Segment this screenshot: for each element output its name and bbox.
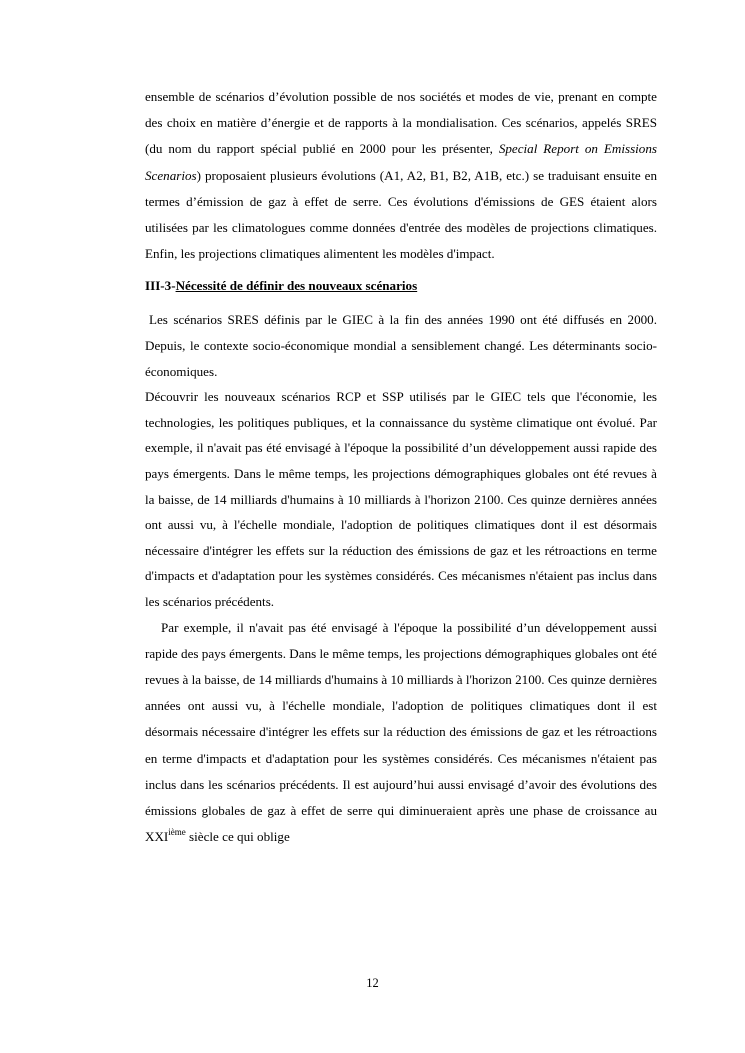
section-heading (145, 273, 657, 299)
section-number: III-3- (145, 278, 176, 294)
paragraph-text: ensemble de scénarios d’évolution possible de nos sociétés et modes de vie, prenant en compte des choix en matière d’énergie et de rapports à la mondialisation. Ces scénarios, appelés SRES (du nom du rapport spécial publié en 2000 pour les présenter, (145, 89, 657, 157)
superscript-ieme: ième (168, 827, 186, 838)
report-title-italic: Special Report on Emissions Scenarios (145, 141, 657, 183)
section-title: Nécessité de définir des nouveaux scénarios (175, 278, 418, 294)
paragraph-text: ) proposaient plusieurs évolutions (A1, A2, B1, B2, A1B, etc.) se traduisant ensuite en termes d’émission de gaz à effet de serre. Ces évolutions d'émissions de GES étaient alors utilisées par les climatologues comme données d'entrée des modèles de projections climatiques. Enfin, les projections climatiques alimentent les modèles d'impact. (145, 167, 657, 262)
paragraph-example (145, 615, 657, 851)
document-page (145, 84, 657, 850)
paragraph-sres-intro (145, 84, 657, 267)
paragraph-sres-context: Les scénarios SRES définis par le GIEC à la fin des années 1990 ont été diffusés en 2000. Depuis, le contexte socio-économique mondial a sensiblement changé. Les déterminants socio-économiques. (145, 312, 657, 379)
page-number: 12 (366, 976, 379, 990)
paragraph-text: Par exemple, il n'avait pas été envisagé à l'époque la possibilité d’un développement aussi rapide des pays émergents. Dans le même temps, les projections démographiques globales ont été revues à la baisse, de 14 milliards d'humains à 10 milliards à l'horizon 2100. Ces quinze dernières années ont aussi vu, à l'échelle mondiale, l'adoption de politiques climatiques dont il est désormais nécessaire d'intégrer les effets sur la réduction des émissions de gaz et les rétroactions en terme d'impacts et d'adaptation pour les systèmes considérés. Ces mécanismes n'étaient pas inclus dans les scénarios précédents. Il est aujourd’hui aussi envisagé d’avoir des évolutions des émissions globales de gaz à effet de serre qui diminueraient après une phase de croissance au XXI (145, 619, 657, 845)
paragraph-rcp-ssp: Découvrir les nouveaux scénarios RCP et SSP utilisés par le GIEC tels que l'économie, les technologies, les politiques publiques, et la connaissance du système climatique ont évolué. Par exemple, il n'avait pas été envisagé à l'époque la possibilité d’un développement aussi rapide des pays émergents. Dans le même temps, les projections démographiques globales ont été revues à la baisse, de 14 milliards d'humains à 10 milliards à l'horizon 2100. Ces quinze dernières années ont aussi vu, à l'échelle mondiale, l'adoption de politiques climatiques dont il est désormais nécessaire d'intégrer les effets sur la réduction des émissions de gaz et les rétroactions en terme d'impacts et d'adaptation pour les systèmes considérés. Ces mécanismes n'étaient pas inclus dans les scénarios précédents. (145, 389, 657, 609)
paragraph-text: siècle ce qui oblige (185, 829, 290, 845)
